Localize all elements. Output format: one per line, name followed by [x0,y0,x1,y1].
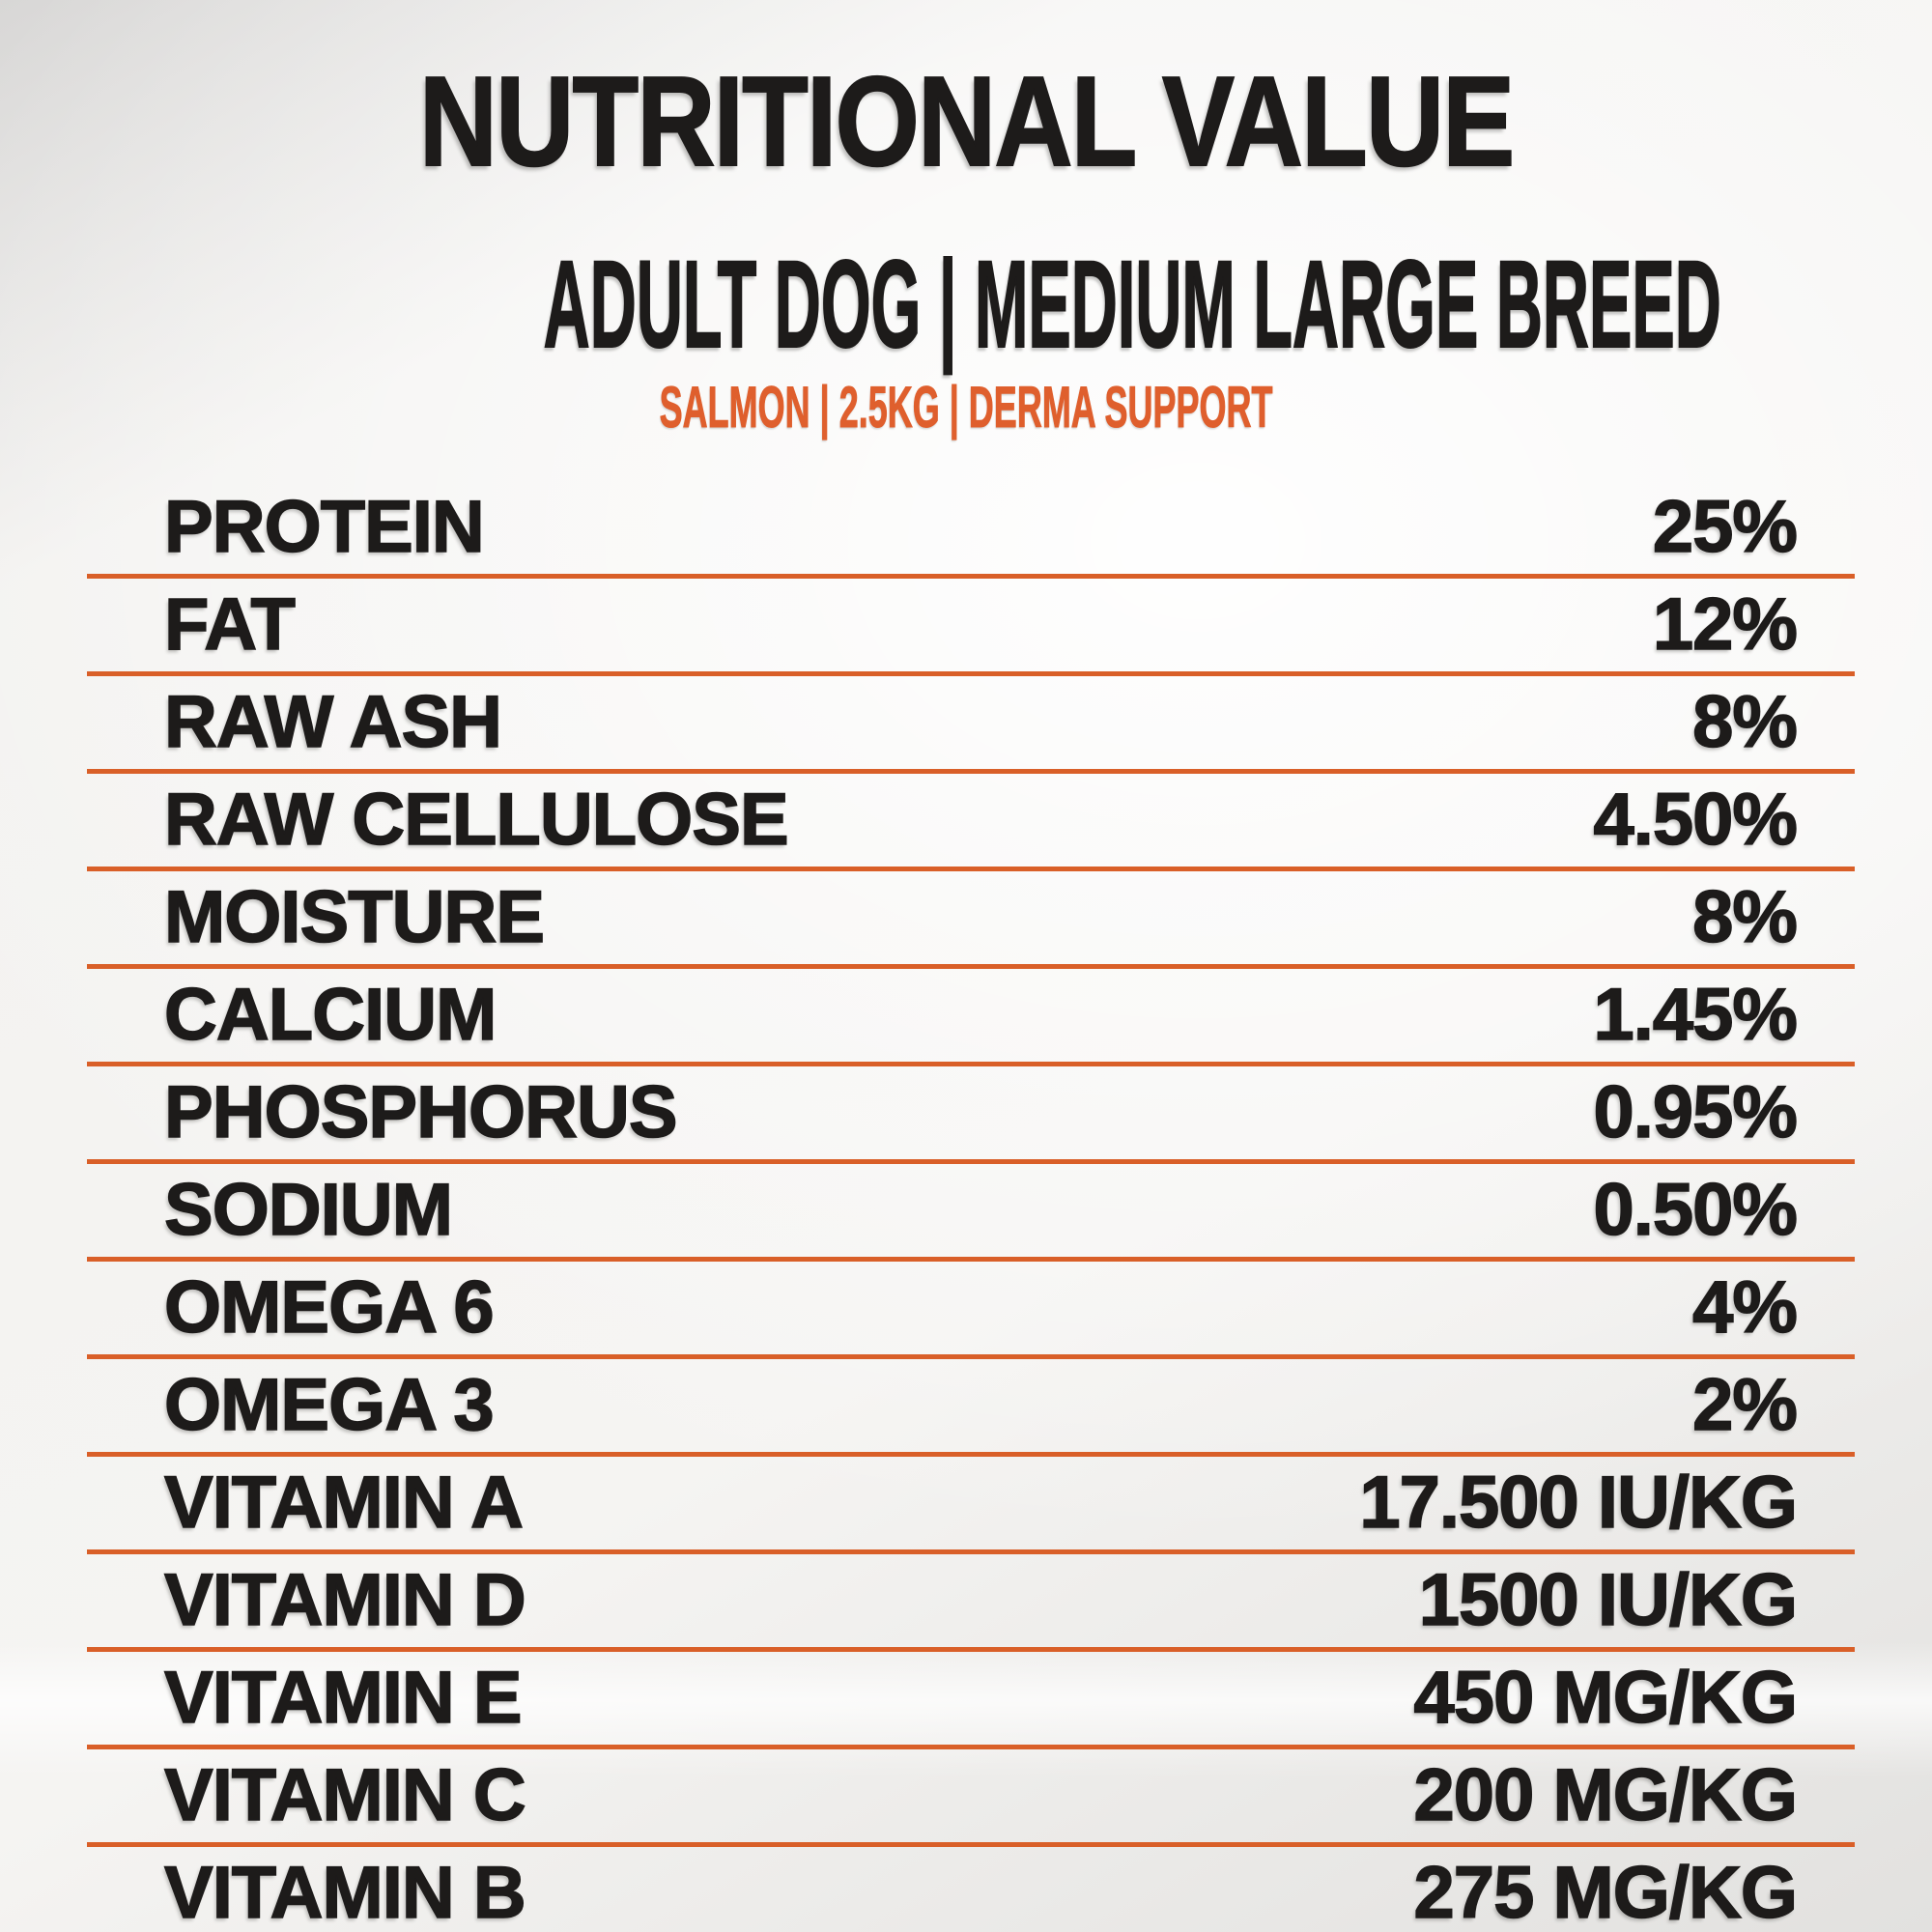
nutrient-label: PROTEIN [164,486,484,569]
product-tagline-text: SALMON | 2.5KG | DERMA SUPPORT [659,374,1273,440]
page-title [0,50,1932,193]
nutrient-label: PHOSPHORUS [164,1071,677,1154]
nutrient-label: MOISTURE [164,876,545,959]
table-row [87,676,1855,774]
nutrient-label: CALCIUM [164,974,497,1057]
table-row [87,969,1855,1066]
table-row [87,1652,1855,1749]
header [0,0,1932,440]
table-row [87,1749,1855,1847]
nutrient-value: 200 MG/KG [1413,1754,1797,1837]
nutrient-value: 0.50% [1593,1169,1797,1252]
nutrient-label: RAW ASH [164,681,502,764]
nutrient-value: 4.50% [1593,779,1797,862]
table-row [87,1457,1855,1554]
product-tagline [0,374,1932,440]
product-subtitle-text: ADULT DOG | MEDIUM LARGE BREED [543,235,1721,374]
nutrient-value: 0.95% [1593,1071,1797,1154]
table-row [87,1554,1855,1652]
nutrient-value: 450 MG/KG [1413,1657,1797,1740]
nutrient-label: FAT [164,583,295,667]
nutrient-label: OMEGA 6 [164,1266,494,1350]
nutrient-value: 12% [1652,583,1797,667]
nutrient-value: 17.500 IU/KG [1359,1462,1797,1545]
nutrient-label: VITAMIN B [164,1852,526,1932]
table-row [87,774,1855,871]
table-row [87,481,1855,579]
nutrient-label: OMEGA 3 [164,1364,494,1447]
table-row [87,871,1855,969]
nutrient-value: 4% [1692,1266,1797,1350]
nutrient-value: 1500 IU/KG [1418,1559,1797,1642]
nutrient-label: VITAMIN A [164,1462,523,1545]
nutrition-table [87,481,1855,1932]
nutrient-value: 8% [1692,876,1797,959]
nutrient-value: 25% [1652,486,1797,569]
nutrient-label: VITAMIN D [164,1559,526,1642]
nutrient-label: RAW CELLULOSE [164,779,788,862]
nutrient-label: VITAMIN E [164,1657,522,1740]
nutrient-label: VITAMIN C [164,1754,526,1837]
nutrient-label: SODIUM [164,1169,452,1252]
table-row [87,579,1855,676]
nutrient-value: 2% [1692,1364,1797,1447]
table-row [87,1359,1855,1457]
page-title-text: NUTRITIONAL VALUE [418,50,1514,192]
product-subtitle [0,235,1932,374]
table-row [87,1164,1855,1262]
table-row [87,1847,1855,1932]
nutrient-value: 8% [1692,681,1797,764]
nutrient-value: 275 MG/KG [1413,1852,1797,1932]
table-row [87,1066,1855,1164]
table-row [87,1262,1855,1359]
nutrient-value: 1.45% [1593,974,1797,1057]
